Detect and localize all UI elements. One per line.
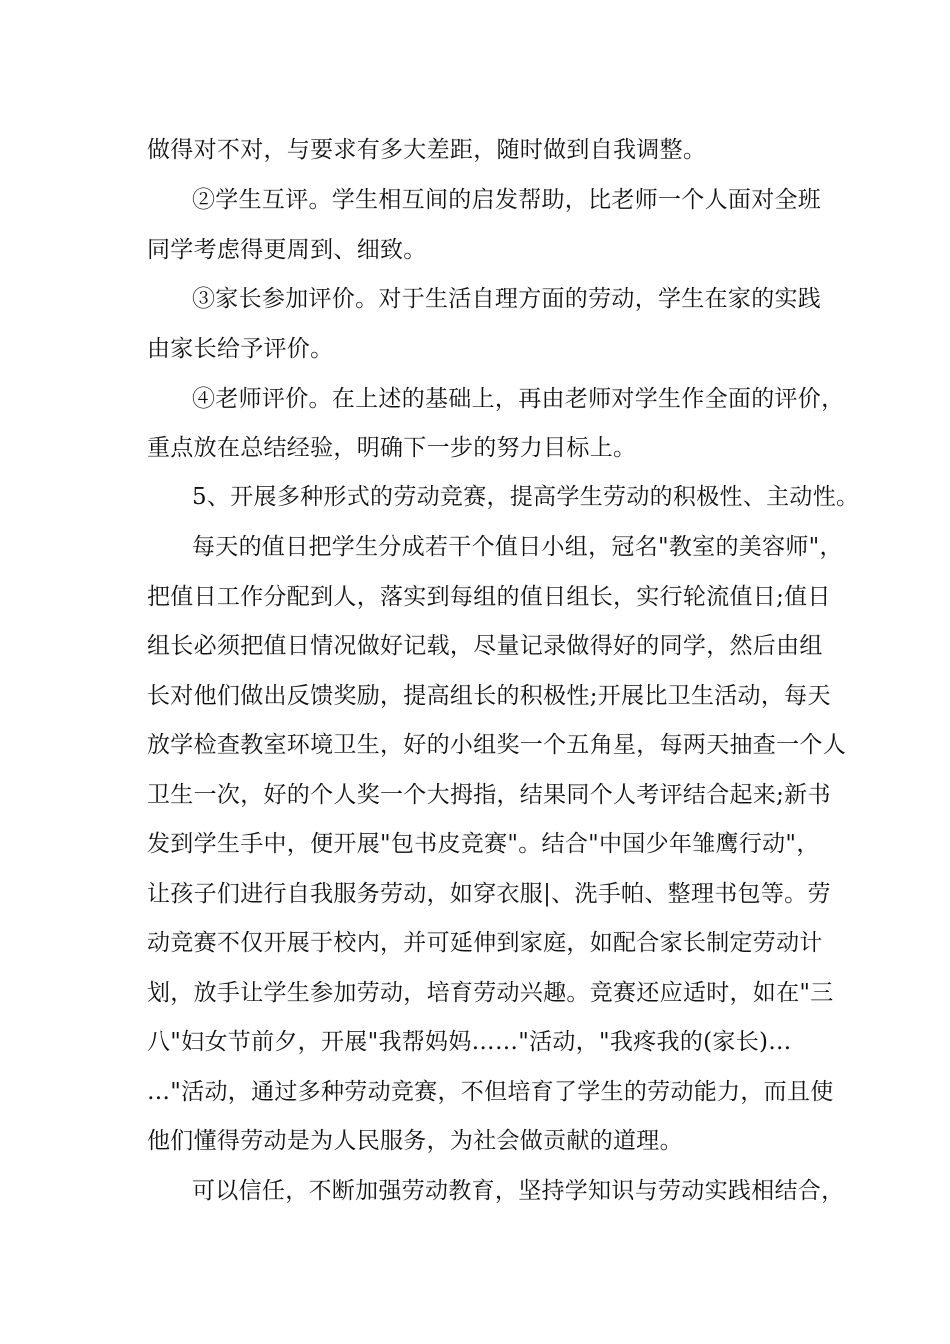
text-line-19: 八"妇女节前夕，开展"我帮妈妈……"活动，"我疼我的(家长)… (147, 1029, 792, 1055)
text-line-7: 重点放在总结经验，明确下一步的努力目标上。 (147, 435, 637, 461)
text-line-15: 发到学生手中，便开展"包书皮竞赛"。结合"中国少年雏鹰行动"， (147, 831, 820, 857)
text-line-17: 动竞赛不仅开展于校内，并可延伸到家庭，如配合家长制定劳动计 (147, 930, 823, 956)
text-line-13: 放学检查教室环境卫生，好的小组奖一个五角星，每两天抽查一个人 (147, 732, 846, 758)
text-line-3: 同学考虑得更周到、细致。 (147, 237, 427, 263)
text-line-6: ④老师评价。在上述的基础上，再由老师对学生作全面的评价， (192, 386, 845, 412)
text-line-12: 长对他们做出反馈奖励，提高组长的积极性;开展比卫生活动，每天 (147, 683, 831, 709)
text-line-1: 做得对不对，与要求有多大差距，随时做到自我调整。 (147, 137, 707, 163)
text-line-18: 划，放手让学生参加劳动，培育劳动兴趣。竞赛还应适时，如在"三 (147, 980, 834, 1006)
text-line-22: 可以信任，不断加强劳动教育，坚持学知识与劳动实践相结合， (192, 1178, 845, 1204)
text-line-16: 让孩子们进行自我服务劳动，如穿衣服|、洗手帕、整理书包等。劳 (147, 881, 831, 907)
text-line-14: 卫生一次，好的个人奖一个大拇指，结果同个人考评结合起来;新书 (147, 782, 831, 808)
text-line-20: …"活动，通过多种劳动竞赛，不但培育了学生的劳动能力，而且使 (147, 1079, 834, 1105)
text-line-21: 他们懂得劳动是为人民服务，为社会做贡献的道理。 (147, 1128, 683, 1154)
text-line-8: 5、开展多种形式的劳动竞赛，提高学生劳动的积极性、主动性。 (192, 484, 860, 510)
text-line-9: 每天的值日把学生分成若干个值日小组，冠名"教室的美容师"， (192, 534, 843, 560)
text-line-11: 组长必须把值日情况做好记载，尽量记录做得好的同学，然后由组 (147, 633, 823, 659)
text-line-5: 由家长给予评价。 (147, 336, 334, 362)
text-line-4: ③家长参加评价。对于生活自理方面的劳动，学生在家的实践 (192, 286, 822, 312)
text-line-10: 把值日工作分配到人，落实到每组的值日组长，实行轮流值日;值日 (147, 584, 831, 610)
text-line-2: ②学生互评。学生相互间的启发帮助，比老师一个人面对全班 (192, 187, 822, 213)
